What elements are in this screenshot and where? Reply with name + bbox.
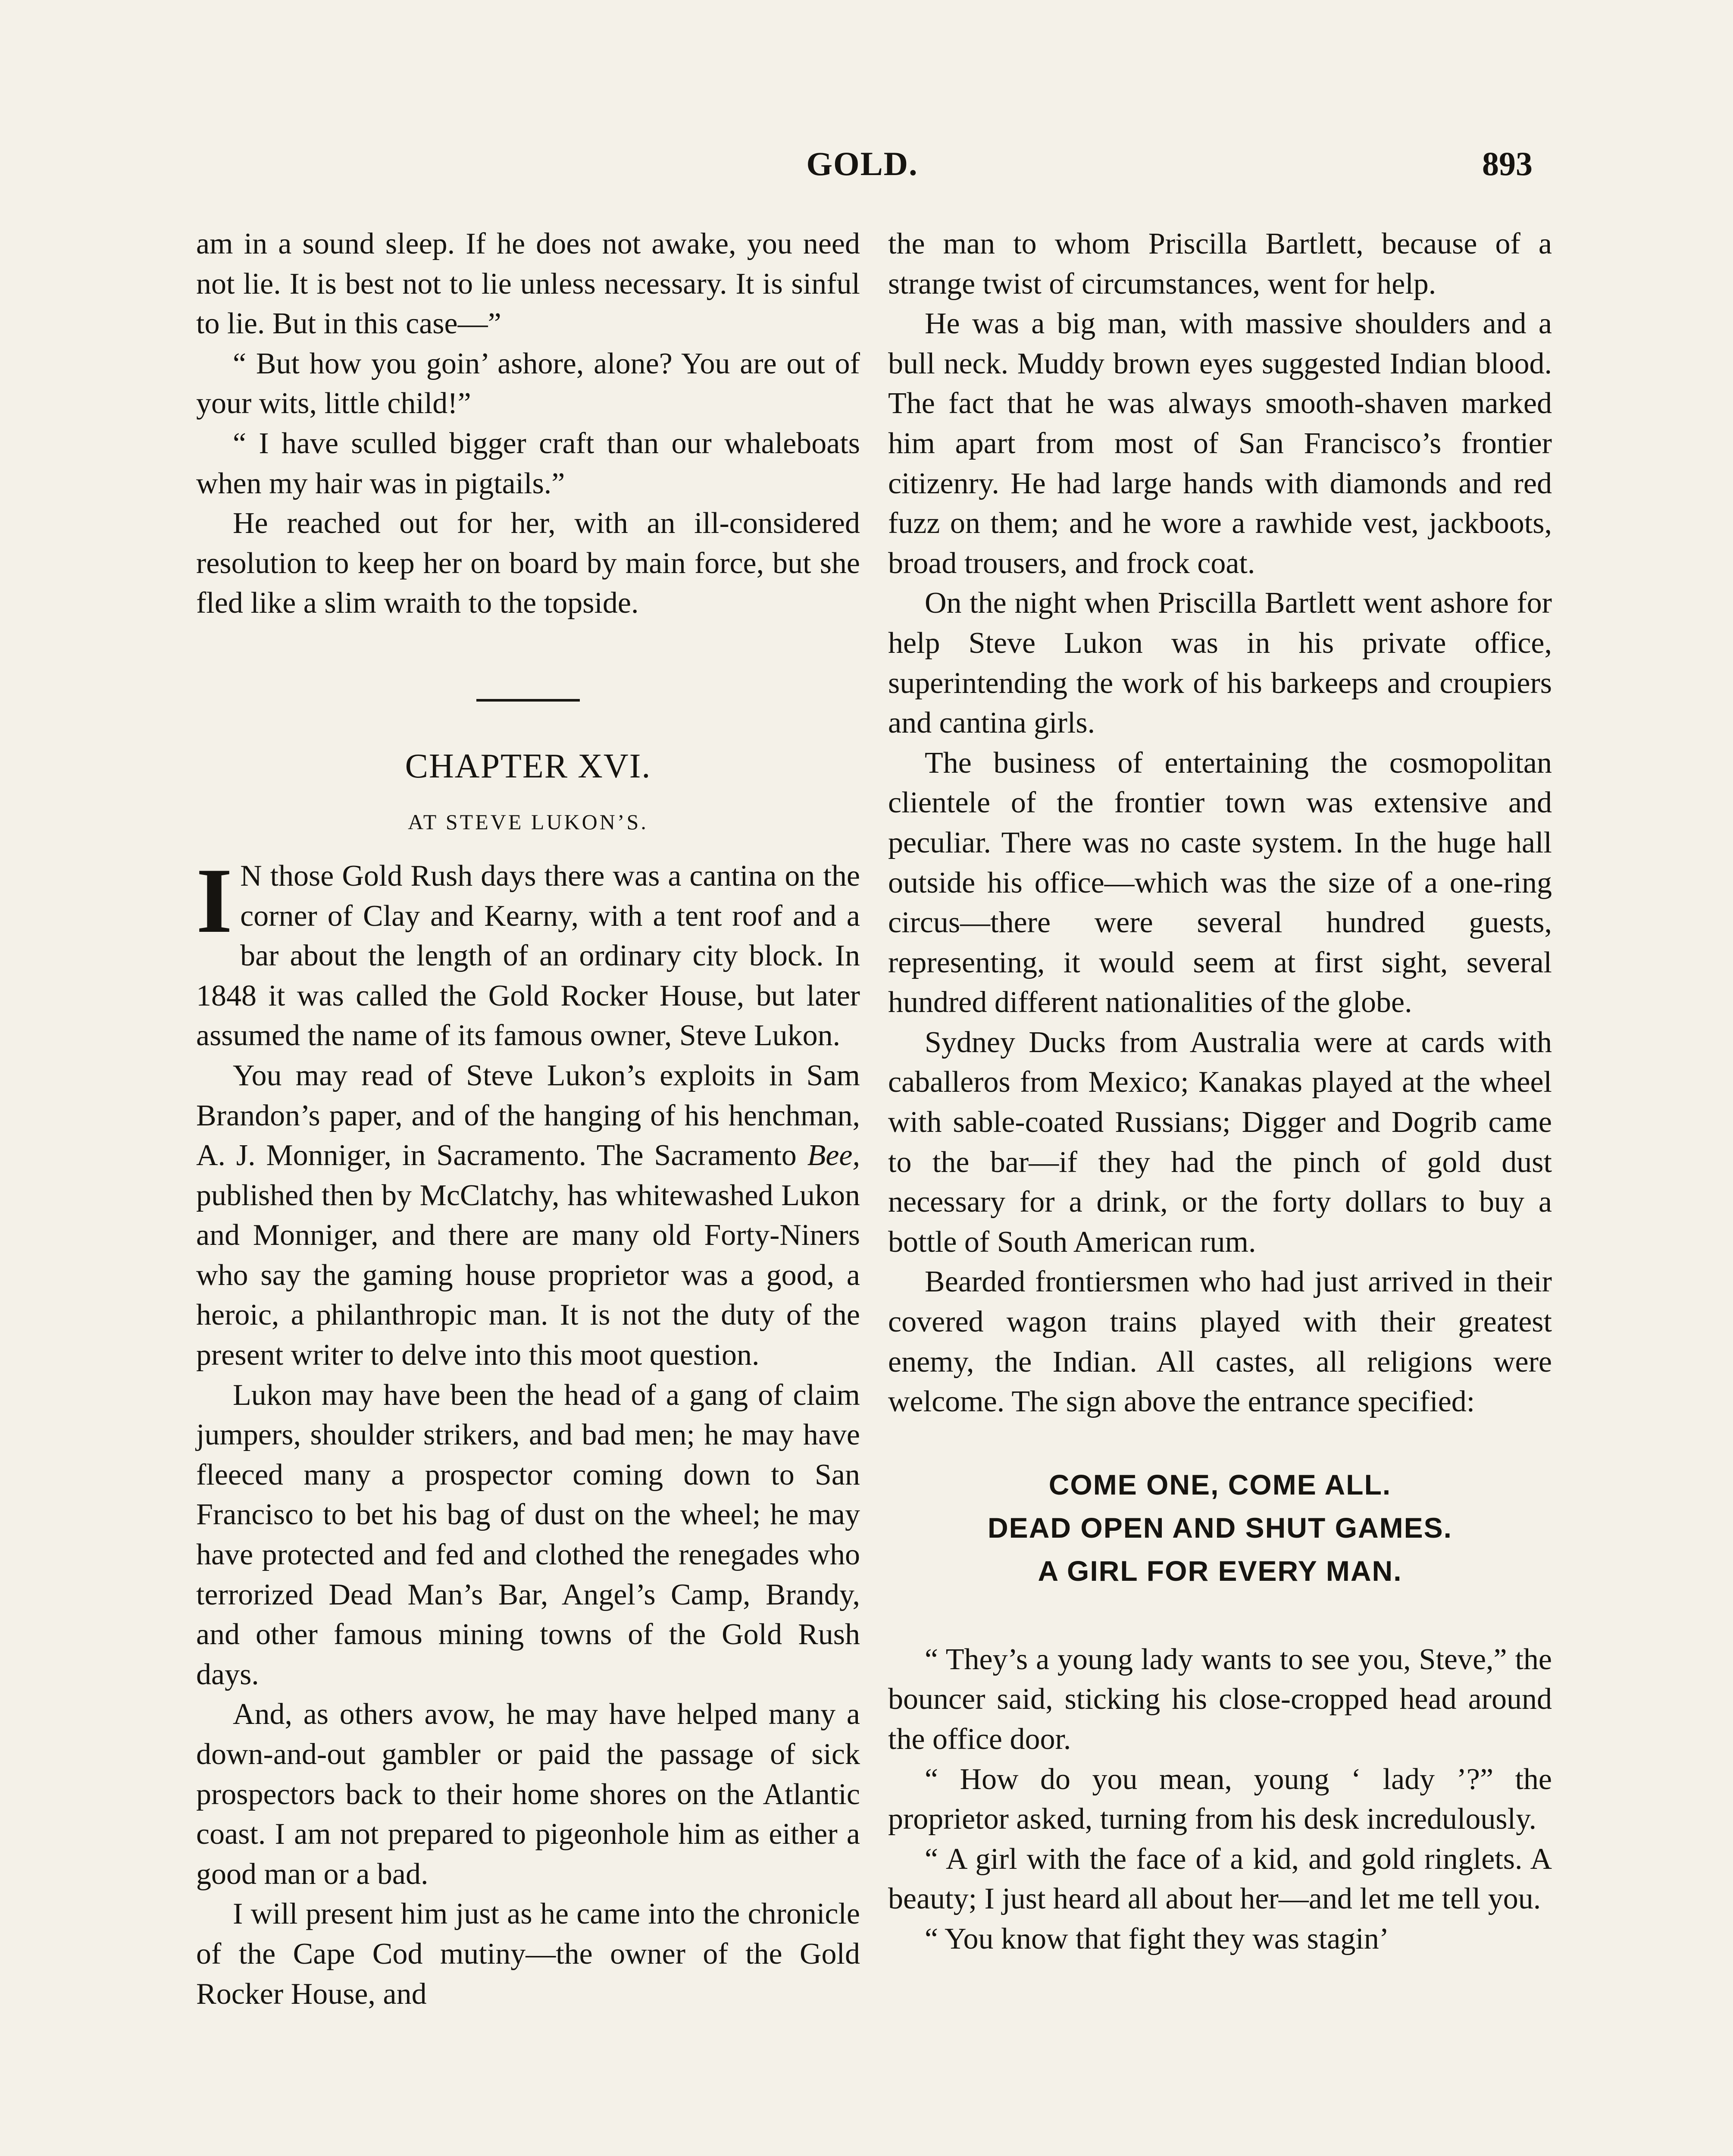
newspaper-name: Bee,	[807, 1139, 860, 1172]
section-divider	[476, 699, 580, 702]
paragraph: Bearded frontiersmen who had just arrived in their covered wagon trains played with their greatest enemy, the Indian. All castes, all religions were welcome. The sign above the entrance specified:	[888, 1265, 1552, 1419]
running-title: GOLD.	[806, 145, 918, 182]
entrance-sign	[888, 1463, 1552, 1592]
sign-line: A GIRL FOR EVERY MAN.	[1038, 1554, 1402, 1587]
paragraph: He reached out for her, with an ill-considered resolution to keep her on board by main force, but she fled like a slim wraith to the topside.	[196, 507, 860, 620]
paragraph: “ A girl with the face of a kid, and gold ringlets. A beauty; I just heard all about her—and let me tell you.	[888, 1842, 1552, 1916]
left-column	[196, 224, 860, 2014]
paragraph	[196, 1056, 860, 1376]
sign-line: DEAD OPEN AND SHUT GAMES.	[988, 1511, 1452, 1544]
chapter-subtitle: AT STEVE LUKON’S.	[408, 809, 648, 834]
paragraph-text: You may read of Steve Lukon’s exploits in Sam Brandon’s paper, and of the hanging of his henchman, A. J. Monniger, in Sacramento. The Sacramento	[196, 1059, 860, 1172]
chapter-title: CHAPTER XVI.	[405, 747, 651, 785]
sign-line: COME ONE, COME ALL.	[1048, 1468, 1392, 1501]
paragraph: On the night when Priscilla Bartlett went ashore for help Steve Lukon was in his private office, superintending the work of his barkeeps and croupiers and cantina girls.	[888, 586, 1552, 740]
paragraph-text: published then by McClatchy, has whitewashed Lukon and Monniger, and there are many old Forty-Niners who say the gaming house proprietor was a good, a heroic, a philanthropic man. It is not the duty of the present writer to delve into this moot question.	[196, 1178, 860, 1372]
paragraph: “ You know that fight they was stagin’	[925, 1922, 1389, 1955]
right-column	[888, 224, 1552, 1959]
paragraph: am in a sound sleep. If he does not awake, you need not lie. It is best not to lie unless necessary. It is sinful to lie. But in this case—”	[196, 227, 860, 341]
lead-paragraph-text: N those Gold Rush days there was a cantina on the corner of Clay and Kearny, with a tent roof and a bar about the length of an ordinary city block. In 1848 it was called the Gold Rocker House, but later assumed the name of its famous owner, Steve Lukon.	[196, 859, 860, 1053]
paragraph: “ They’s a young lady wants to see you, Steve,” the bouncer said, sticking his close-cropped head around the office door.	[888, 1642, 1552, 1756]
paragraph: And, as others avow, he may have helped many a down-and-out gambler or paid the passage of sick prospectors back to their home shores on the Atlantic coast. I am not prepared to pigeonhole him as either a good man or a bad.	[196, 1698, 860, 1891]
paragraph: I will present him just as he came into the chronicle of the Cape Cod mutiny—the owner of the Gold Rocker House, and	[196, 1897, 860, 2011]
paragraph: “ But how you goin’ ashore, alone? You are out of your wits, little child!”	[196, 347, 860, 420]
paragraph: the man to whom Priscilla Bartlett, because of a strange twist of circumstances, went for help.	[888, 227, 1552, 301]
paragraph: “ How do you mean, young ‘ lady ’?” the proprietor asked, turning from his desk incredulously.	[888, 1762, 1552, 1836]
page-number: 893	[1482, 145, 1533, 182]
paragraph: He was a big man, with massive shoulders and a bull neck. Muddy brown eyes suggested Indian blood. The fact that he was always smooth-shaven marked him apart from most of San Francisco’s frontier citizenry. He had large hands with diamonds and red fuzz on them; and he wore a rawhide vest, jackboots, broad trousers, and frock coat.	[888, 307, 1552, 580]
paragraph: Sydney Ducks from Australia were at cards with caballeros from Mexico; Kanakas played at the wheel with sable-coated Russians; Digger and Dogrib came to the bar—if they had the pinch of gold dust necessary for a drink, or the forty dollars to buy a bottle of South American rum.	[888, 1025, 1552, 1259]
paragraph: Lukon may have been the head of a gang of claim jumpers, shoulder strikers, and bad men; he may have fleeced many a prospector coming down to San Francisco to bet his bag of dust on the wheel; he may have protected and fed and clothed the renegades who terrorized Dead Man’s Bar, Angel’s Camp, Brandy, and other famous mining towns of the Gold Rush days.	[196, 1378, 860, 1691]
paragraph: The business of entertaining the cosmopolitan clientele of the frontier town was extensive and peculiar. There was no caste system. In the huge hall outside his office—which was the size of a one-ring circus—there were several hundred guests, representing, it would seem at first sight, several hundred different nationalities of the globe.	[888, 746, 1552, 1019]
drop-cap: I	[196, 849, 233, 952]
lead-paragraph	[196, 849, 860, 1056]
paragraph: “ I have sculled bigger craft than our whaleboats when my hair was in pigtails.”	[196, 426, 860, 500]
